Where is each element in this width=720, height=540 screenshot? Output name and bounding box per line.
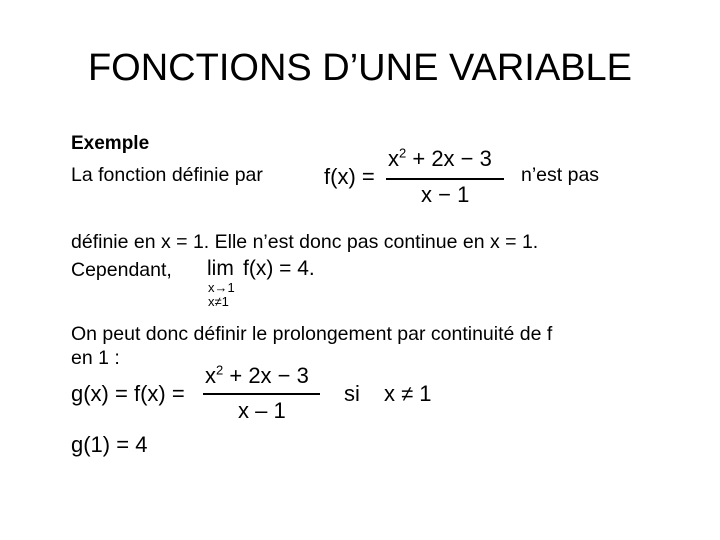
formula-g1: g(1) = 4 [71, 432, 148, 457]
formula-g-fraction-bar [203, 393, 320, 395]
formula-f-num-rest: + 2x − 3 [412, 146, 492, 171]
formula-g-denominator: x – 1 [238, 398, 286, 423]
line1-suffix: n’est pas [521, 164, 600, 186]
formula-g-si: si [344, 381, 360, 406]
formula-f-num-base: x [388, 146, 399, 171]
page-title: FONCTIONS D’UNE VARIABLE [87, 47, 633, 89]
example-heading: Exemple [71, 133, 150, 154]
line4: On peut donc définir le prolongement par continuité de f [71, 323, 553, 345]
limit-expr: f(x) = 4. [243, 257, 315, 280]
formula-f-fraction-bar [386, 178, 504, 180]
formula-f-denominator: x − 1 [421, 182, 470, 207]
formula-g-numerator [205, 363, 309, 389]
formula-f-lhs: f(x) = [324, 164, 375, 189]
line3-prefix: Cependant, [71, 259, 172, 281]
line1-prefix: La fonction définie par [71, 164, 263, 186]
limit-cond2: x≠1 [208, 294, 229, 309]
formula-g-condition: x ≠ 1 [384, 381, 432, 406]
limit-cond1: x→1 [208, 280, 235, 295]
formula-f-numerator [388, 146, 492, 172]
formula-f-num-exp: 2 [399, 145, 407, 161]
line2: définie en x = 1. Elle n’est donc pas continue en x = 1. [71, 231, 539, 253]
formula-g-lhs: g(x) = f(x) = [71, 381, 185, 406]
limit-lim: lim [207, 257, 234, 280]
line5: en 1 : [71, 347, 120, 369]
formula-g-num-base: x [205, 363, 216, 388]
formula-g-num-rest: + 2x − 3 [229, 363, 309, 388]
formula-g-num-exp: 2 [216, 362, 224, 378]
